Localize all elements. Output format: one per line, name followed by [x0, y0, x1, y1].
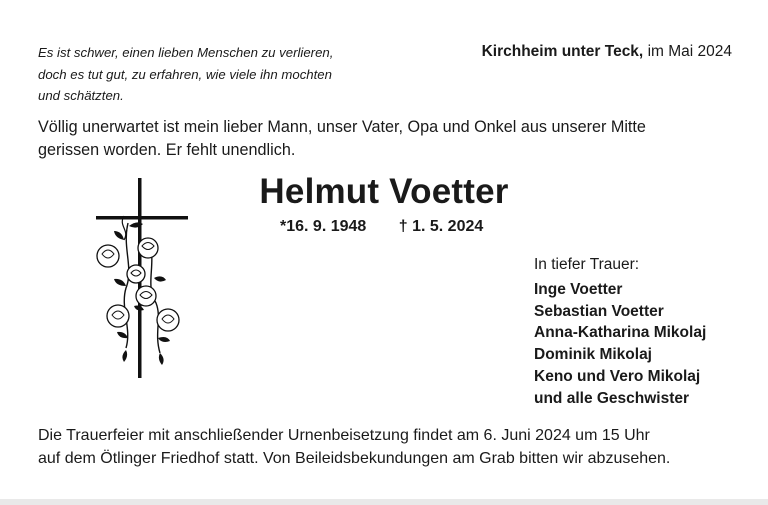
funeral-details — [38, 425, 738, 470]
mourning-label: In tiefer Trauer: — [534, 256, 640, 273]
death-date: † 1. 5. 2024 — [398, 218, 484, 235]
quote-line: Es ist schwer, einen lieben Menschen zu verlieren, — [38, 45, 334, 60]
mourner: und alle Geschwister — [534, 389, 690, 407]
quote-line: doch es tut gut, zu erfahren, wie viele ihn mochten — [38, 66, 332, 82]
intro-line: Völlig unerwartet ist mein lieber Mann, unser Vater, Opa und Onkel aus unserer Mitte — [38, 118, 646, 136]
mourner: Anna-Katharina Mikolaj — [534, 324, 707, 342]
mourner: Dominik Mikolaj — [534, 346, 652, 364]
mourners-list — [534, 279, 706, 409]
date: im Mai 2024 — [647, 43, 732, 60]
closing-line: auf dem Ötlinger Friedhof statt. Von Beileidsbekundungen am Grab bitten wir abzusehen. — [38, 449, 671, 467]
intro-text — [38, 116, 738, 162]
place: Kirchheim unter Teck, — [481, 43, 644, 60]
memorial-quote — [38, 42, 378, 107]
mourner: Sebastian Voetter — [534, 302, 664, 320]
intro-line: gerissen worden. Er fehlt unendlich. — [38, 141, 296, 159]
deceased-name: Helmut Voetter — [259, 172, 509, 211]
mourner: Keno und Vero Mikolaj — [534, 367, 701, 385]
place-and-date — [482, 42, 732, 62]
mourner: Inge Voetter — [534, 281, 623, 298]
life-dates — [280, 218, 483, 236]
quote-line: und schätzten. — [38, 88, 124, 103]
birth-date: *16. 9. 1948 — [280, 218, 367, 235]
closing-line: Die Trauerfeier mit anschließender Urnenbeisetzung findet am 6. Juni 2024 um 15 Uhr — [38, 427, 650, 444]
